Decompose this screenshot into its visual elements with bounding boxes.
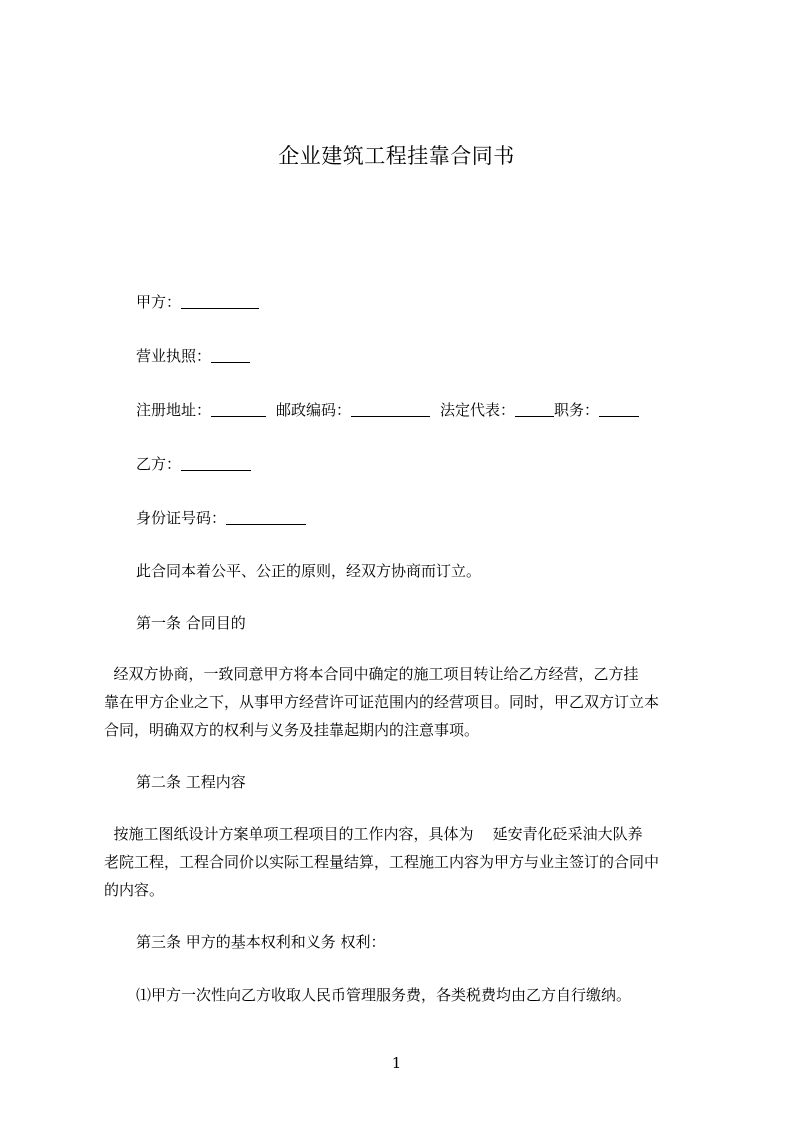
- article3-item1: ⑴甲方一次性向乙方收取人民币管理服务费，各类税费均由乙方自行缴纳。: [136, 986, 632, 1004]
- id-number-line: [136, 508, 306, 528]
- preamble: 此合同本着公平、公正的原则，经双方协商而订立。: [136, 562, 482, 580]
- legal-rep-blank: [515, 402, 554, 417]
- article1-body: [104, 660, 704, 744]
- position-label: 职务：: [554, 401, 600, 419]
- business-license-blank: [211, 348, 250, 363]
- document-title: 企业建筑工程挂靠合同书: [278, 144, 515, 168]
- party-a-line: [136, 292, 259, 312]
- registration-line: [136, 400, 639, 420]
- party-b-label: 乙方：: [136, 455, 182, 473]
- postal-code-label: 邮政编码：: [276, 401, 352, 419]
- party-b-line: [136, 454, 251, 474]
- registered-address-label: 注册地址：: [136, 401, 212, 419]
- article2-row: 老院工程，工程合同价以实际工程量结算，工程施工内容为甲方与业主签订的合同中: [104, 853, 660, 871]
- article1-heading: 第一条 合同目的: [136, 614, 246, 632]
- party-a-blank: [181, 294, 259, 309]
- business-license-label: 营业执照：: [136, 347, 212, 365]
- id-number-label: 身份证号码：: [136, 509, 227, 527]
- id-number-blank: [226, 510, 306, 525]
- party-b-blank: [181, 456, 251, 471]
- page-number: 1: [391, 1054, 402, 1072]
- article2-row: 按施工图纸设计方案单项工程项目的工作内容，具体为 延安青化砭采油大队养: [104, 825, 643, 843]
- article1-row: 靠在甲方企业之下，从事甲方经营许可证范围内的经营项目。同时，甲乙双方订立本: [104, 693, 660, 711]
- article2-row: 的内容。: [104, 881, 165, 899]
- article3-heading: 第三条 甲方的基本权利和义务 权利：: [136, 933, 386, 951]
- article2-heading: 第二条 工程内容: [136, 773, 246, 791]
- postal-code-blank: [351, 402, 430, 417]
- position-blank: [599, 402, 639, 417]
- party-a-label: 甲方：: [136, 293, 182, 311]
- business-license-line: [136, 346, 250, 366]
- article1-row: 合同，明确双方的权利与义务及挂靠起期内的注意事项。: [104, 721, 480, 739]
- article2-body: [104, 820, 704, 904]
- article1-row: 经双方协商，一致同意甲方将本合同中确定的施工项目转让给乙方经营，乙方挂: [104, 665, 639, 683]
- registered-address-blank: [211, 402, 266, 417]
- legal-rep-label: 法定代表：: [440, 401, 516, 419]
